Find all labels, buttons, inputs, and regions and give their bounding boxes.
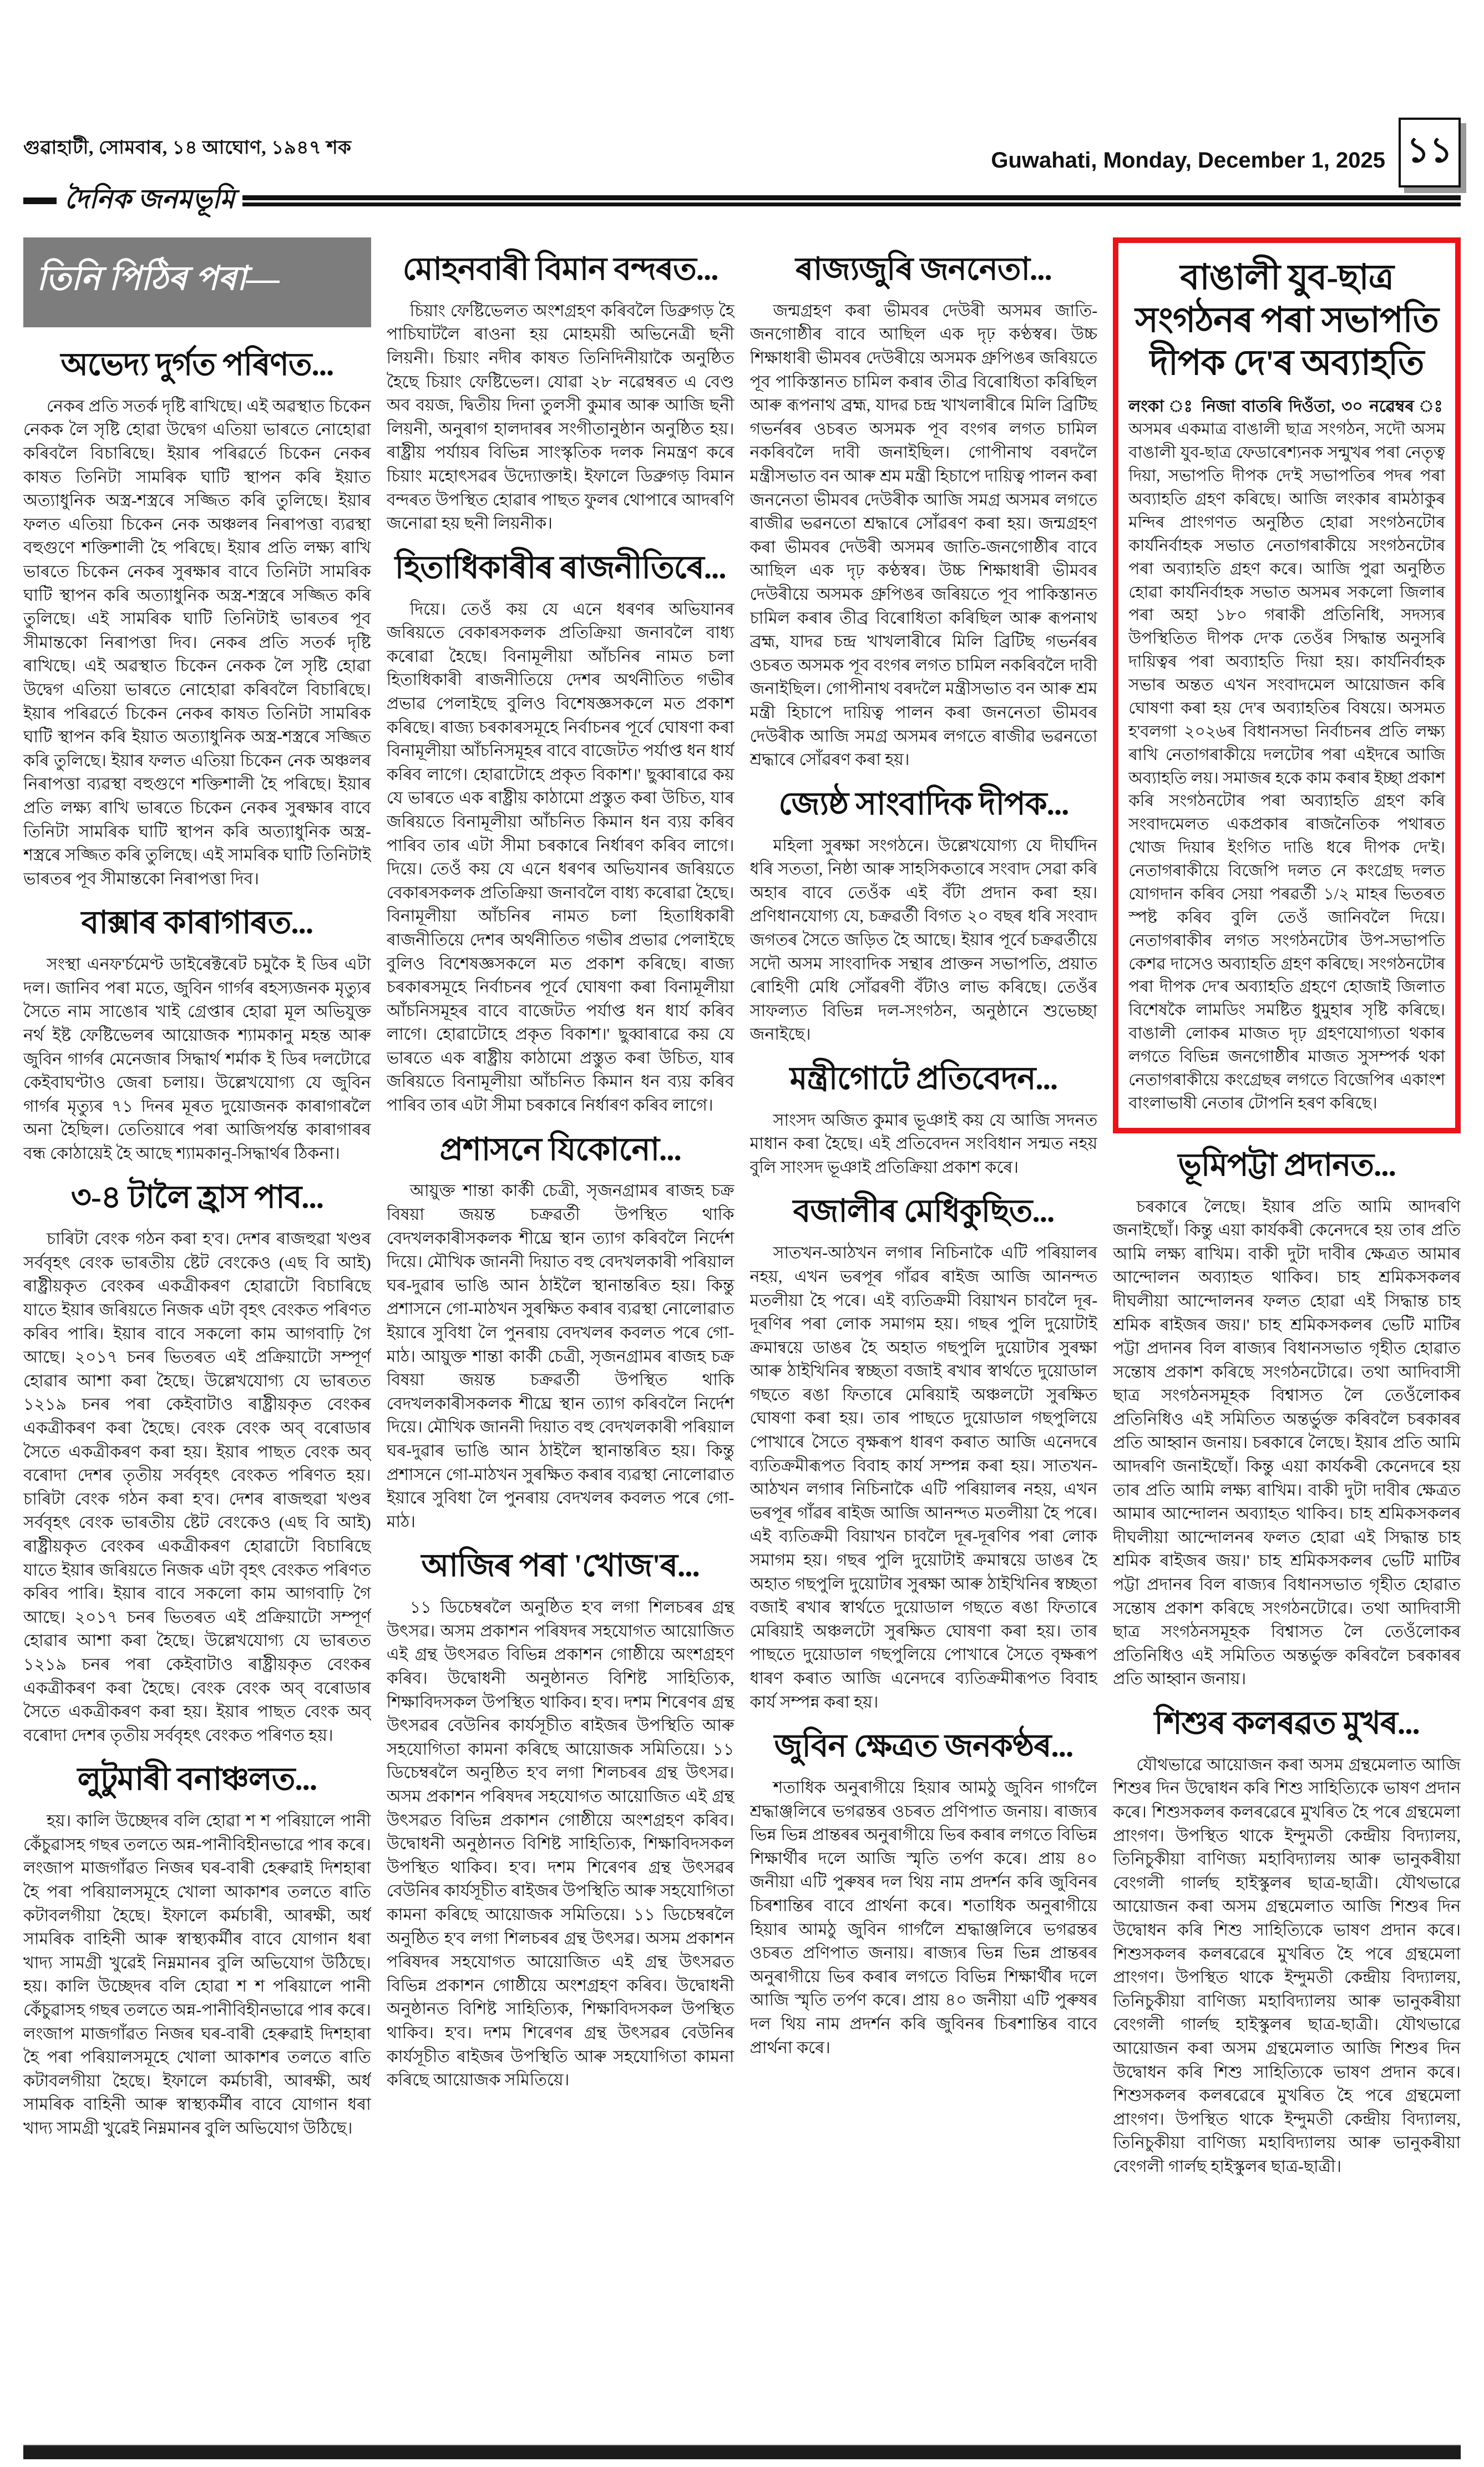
- article-body: নেকৰ প্ৰতি সতৰ্ক দৃষ্টি ৰাখিছে। এই অৱস্থাত চিকেন নেকক লৈ সৃষ্টি হোৱা উদ্বেগ এতিয়া ভাৰতে নোহোৱা কৰিবলৈ বিচাৰিছে। ইয়াৰ পৰিৱৰ্তে চিকেন নেকৰ কাষত তিনিটা সামৰিক ঘাটি স্থাপন কৰি ইয়াত অত্যাধুনিক অস্ত্ৰ-শস্ত্ৰৰে সজ্জিত কৰি তুলিছে। ইয়াৰ ফলত এতিয়া চিকেন নেক অঞ্চলৰ নিৰাপত্তা ব্যৱস্থা বহুগুণে শক্তিশালী হৈ পৰিছে। ইয়াৰ প্ৰতি লক্ষ্য ৰাখি ভাৰতে চিকেন নেকৰ সুৰক্ষাৰ বাবে তিনিটা সামৰিক ঘাটি স্থাপন কৰি অত্যাধুনিক অস্ত্ৰ-শস্ত্ৰৰে সজ্জিত কৰি তুলিছে। এই সামৰিক ঘাটি তিনিটাই ভাৰতৰ পূব সীমান্তকো নিৰাপত্তা দিব। নেকৰ প্ৰতি সতৰ্ক দৃষ্টি ৰাখিছে। এই অৱস্থাত চিকেন নেকক লৈ সৃষ্টি হোৱা উদ্বেগ এতিয়া ভাৰতে নোহোৱা কৰিবলৈ বিচাৰিছে। ইয়াৰ পৰিৱৰ্তে চিকেন নেকৰ কাষত তিনিটা সামৰিক ঘাটি স্থাপন কৰি ইয়াত অত্যাধুনিক অস্ত্ৰ-শস্ত্ৰৰে সজ্জিত কৰি তুলিছে। ইয়াৰ ফলত এতিয়া চিকেন নেক অঞ্চলৰ নিৰাপত্তা ব্যৱস্থা বহুগুণে শক্তিশালী হৈ পৰিছে। ইয়াৰ প্ৰতি লক্ষ্য ৰাখি ভাৰতে চিকেন নেকৰ সুৰক্ষাৰ বাবে তিনিটা সামৰিক ঘাটি স্থাপন কৰি অত্যাধুনিক অস্ত্ৰ-শস্ত্ৰৰে সজ্জিত কৰি তুলিছে। এই সামৰিক ঘাটি তিনিটাই ভাৰতৰ পূব সীমান্তকো নিৰাপত্তা দিব।: [23, 397, 371, 888]
- article: [23, 905, 371, 1166]
- article-body: আয়ুক্ত শান্তা কাৰ্কী চেত্ৰী, সৃজনগ্ৰামৰ ৰাজহ চক্ৰ বিষয়া জয়ন্ত চক্ৰৱৰ্তী উপস্থিত থাকি বেদখলকাৰীসকলক শীঘ্ৰে স্থান ত্যাগ কৰিবলৈ নিৰ্দেশ দিয়ে। মৌখিক জাননী দিয়াত বহু বেদখলকাৰী পৰিয়াল ঘৰ-দুৱাৰ ভাঙি আন ঠাইলৈ স্থানান্তৰিত হয়। কিন্তু প্ৰশাসনে গো-মাঠখন সুৰক্ষিত কৰাৰ ব্যৱস্থা নোলোৱাত ইয়াৰে সুবিধা লৈ পুনৰায় বেদখলৰ কবলত পৰে গো-মাঠ। আয়ুক্ত শান্তা কাৰ্কী চেত্ৰী, সৃজনগ্ৰামৰ ৰাজহ চক্ৰ বিষয়া জয়ন্ত চক্ৰৱৰ্তী উপস্থিত থাকি বেদখলকাৰীসকলক শীঘ্ৰে স্থান ত্যাগ কৰিবলৈ নিৰ্দেশ দিয়ে। মৌখিক জাননী দিয়াত বহু বেদখলকাৰী পৰিয়াল ঘৰ-দুৱাৰ ভাঙি আন ঠাইলৈ স্থানান্তৰিত হয়। কিন্তু প্ৰশাসনে গো-মাঠখন সুৰক্ষিত কৰাৰ ব্যৱস্থা নোলোৱাত ইয়াৰে সুবিধা লৈ পুনৰায় বেদখলৰ কবলত পৰে গো-মাঠ।: [386, 1182, 735, 1531]
- column-1: [23, 237, 371, 2434]
- article: [23, 1180, 371, 1747]
- article-body-text: অসমৰ একমাত্ৰ বাঙালী ছাত্ৰ সংগঠন, সদৌ অসম বাঙালী যুব-ছাত্ৰ ফেডাৰেশ্যনক সন্মুখৰ পৰা নেতৃত্ব দিয়া, সভাপতি দীপক দে'ই সভাপতিৰ পদৰ পৰা অব্যাহতি গ্ৰহণ কৰিছে। আজি লংকাৰ ৰামঠাকুৰ মন্দিৰ প্ৰাংগণত অনুষ্ঠিত হোৱা সংগঠনটোৰ কাৰ্যনিৰ্বাহক সভাত নেতাগৰাকীয়ে সংগঠনটোৰ পৰা অব্যাহতি গ্ৰহণ কৰে। আজি পুৱা অনুষ্ঠিত হোৱা কাৰ্যনিৰ্বাহক সভাত অসমৰ সকলো জিলাৰ পৰা অহা ১৮০ গৰাকী প্ৰতিনিধি, সদস্যৰ উপস্থিতিত দীপক দে'ক তেওঁৰ সিদ্ধান্ত অনুসৰি দায়িত্বৰ পৰা অব্যাহতি দিয়া হয়। কাৰ্যনিৰ্বাহক সভাৰ অন্তত এখন সংবাদমেল আয়োজন কৰি ঘোষণা কৰা হয় দে'ৰ অব্যাহতিৰ বিষয়ে। অসমত হ'বলগা ২০২৬ৰ বিধানসভা নিৰ্বাচনৰ প্ৰতি লক্ষ্য ৰাখি নেতাগৰাকীয়ে দলটোৰ পৰা এইদৰে আজি অব্যাহতি লয়। সমাজৰ হকে কাম কৰাৰ ইচ্ছা প্ৰকাশ কৰি সংগঠনটোৰ পৰা অব্যাহতি গ্ৰহণ কৰি সংবাদমেলত একপ্ৰকাৰ ৰাজনৈতিক পথাৰত খোজ দিয়াৰ ইংগিত দাঙি ধৰে দীপক দে'ই। নেতাগৰাকীয়ে বিজেপি দলত নে কংগ্ৰেছ দলত যোগদান কৰিব সেয়া পৰৱৰ্তী ১/২ মাহৰ ভিতৰত স্পষ্ট কৰিব বুলি তেওঁ জানিবলৈ দিয়ে। নেতাগৰাকীৰ লগত সংগঠনটোৰ উপ-সভাপতি কেশৱ দাসেও অব্যাহতি গ্ৰহণ কৰিছে। সংগঠনটোৰ পৰা দীপক দে'ৰ অব্যাহতি গ্ৰহণে হোজাই জিলাত বিশেষকৈ লামডিং সমষ্টিত ধুমুহাৰ সৃষ্টি কৰিছে। বাঙালী লোকৰ মাজত দৃঢ় গ্ৰহণযোগ্যতা থকাৰ লগতে বিভিন্ন জনগোষ্ঠীৰ মাজত সুসম্পৰ্ক থকা নেতাগৰাকীয়ে কংগ্ৰেছৰ লগতে বিজেপিৰ একাংশ বাংলাভাষী নেতাৰ টোপনি হৰণ কৰিছে।: [1128, 421, 1445, 1112]
- column-3: [750, 237, 1098, 2434]
- article-body: চাৰিটা বেংক গঠন কৰা হ'ব। দেশৰ ৰাজহুৱা খণ্ডৰ সৰ্ববৃহৎ বেংক ভাৰতীয় ষ্টেট বেংকেও (এছ বি আই) ৰাষ্ট্ৰীয়কৃত বেংকৰ একত্ৰীকৰণ হোৱাটো বিচাৰিছে যাতে ইয়াৰ জৰিয়তে নিজক এটা বৃহৎ বেংকত পৰিণত কৰিব পাৰি। ইয়াৰ বাবে সকলো কাম আগবাঢ়ি গৈ আছে। ২০১৭ চনৰ ভিতৰত এই প্ৰক্ৰিয়াটো সম্পূৰ্ণ হোৱাৰ আশা কৰা হৈছে। উল্লেখযোগ্য যে ভাৰতত ১২১৯ চনৰ পৰা কেইবাটাও ৰাষ্ট্ৰীয়কৃত বেংকৰ একত্ৰীকৰণ কৰা হৈছে। বেংক বেংক অব্ বৰোডাৰ সৈতে একত্ৰীকৰণ কৰা হয়। ইয়াৰ পাছত বেংক অব্ বৰোদা দেশৰ তৃতীয় সৰ্ববৃহৎ বেংকত পৰিণত হয়। চাৰিটা বেংক গঠন কৰা হ'ব। দেশৰ ৰাজহুৱা খণ্ডৰ সৰ্ববৃহৎ বেংক ভাৰতীয় ষ্টেট বেংকেও (এছ বি আই) ৰাষ্ট্ৰীয়কৃত বেংকৰ একত্ৰীকৰণ হোৱাটো বিচাৰিছে যাতে ইয়াৰ জৰিয়তে নিজক এটা বৃহৎ বেংকত পৰিণত কৰিব পাৰি। ইয়াৰ বাবে সকলো কাম আগবাঢ়ি গৈ আছে। ২০১৭ চনৰ ভিতৰত এই প্ৰক্ৰিয়াটো সম্পূৰ্ণ হোৱাৰ আশা কৰা হৈছে। উল্লেখযোগ্য যে ভাৰতত ১২১৯ চনৰ পৰা কেইবাটাও ৰাষ্ট্ৰীয়কৃত বেংকৰ একত্ৰীকৰণ কৰা হৈছে। বেংক বেংক অব্ বৰোডাৰ সৈতে একত্ৰীকৰণ কৰা হয়। ইয়াৰ পাছত বেংক অব্ বৰোদা দেশৰ তৃতীয় সৰ্ববৃহৎ বেংকত পৰিণত হয়।: [23, 1230, 371, 1745]
- bottom-rule: [23, 2445, 1461, 2459]
- masthead-dash: [23, 197, 57, 204]
- continued-from-kicker: তিনি পিঠিৰ পৰা—: [23, 237, 371, 327]
- article: [387, 550, 735, 1118]
- masthead-title: দৈনিক জনমভূমি: [64, 184, 235, 214]
- article-body: সাতখন-আঠখন লগাৰ নিচিনাকৈ এটি পৰিয়ালৰ নহয়, এখন ভৰপূৰ গাঁৱৰ ৰাইজ আজি আনন্দত মতলীয়া হৈ পৰে। এই ব্যতিক্ৰমী বিয়াখন চাবলৈ দূৰ-দূৰণিৰ পৰা লোক সমাগম হয়। গছৰ পুলি দুয়োটাই ক্ৰমান্বয়ে ডাঙৰ হৈ অহাত গছপুলি দুয়োটাৰ সুৰক্ষা আৰু ঠাইখিনিৰ স্বচ্ছতা বজাই ৰখাৰ স্বাৰ্থতে দুয়োডাল গছতে ৰঙা ফিতাৰে মেৰিয়াই অঞ্চলটো সুৰক্ষিত ঘোষণা কৰা হয়। তাৰ পাছতে দুয়োডাল গছপুলিয়ে পোখাৰে সৈতে বৃক্ষৰূপ ধাৰণ কৰাত আজি এনেদৰে ব্যতিক্ৰমীৰূপত বিবাহ কাৰ্য সম্পন্ন কৰা হয়। সাতখন-আঠখন লগাৰ নিচিনাকৈ এটি পৰিয়ালৰ নহয়, এখন ভৰপূৰ গাঁৱৰ ৰাইজ আজি আনন্দত মতলীয়া হৈ পৰে। এই ব্যতিক্ৰমী বিয়াখন চাবলৈ দূৰ-দূৰণিৰ পৰা লোক সমাগম হয়। গছৰ পুলি দুয়োটাই ক্ৰমান্বয়ে ডাঙৰ হৈ অহাত গছপুলি দুয়োটাৰ সুৰক্ষা আৰু ঠাইখিনিৰ স্বচ্ছতা বজাই ৰখাৰ স্বাৰ্থতে দুয়োডাল গছতে ৰঙা ফিতাৰে মেৰিয়াই অঞ্চলটো সুৰক্ষিত ঘোষণা কৰা হয়। তাৰ পাছতে দুয়োডাল গছপুলিয়ে পোখাৰে সৈতে বৃক্ষৰূপ ধাৰণ কৰাত আজি এনেদৰে ব্যতিক্ৰমীৰূপত বিবাহ কাৰ্য সম্পন্ন কৰা হয়।: [749, 1244, 1098, 1711]
- article-headline: ৩-৪ টালৈ হ্ৰাস পাব...: [70, 1180, 323, 1215]
- article: [387, 1132, 735, 1534]
- article-headline: বাক্সাৰ কাৰাগাৰত...: [81, 905, 313, 941]
- article-headline: মন্ত্ৰীগোটে প্ৰতিবেদন...: [789, 1061, 1058, 1096]
- content-grid: [23, 237, 1461, 2434]
- english-dateline: Guwahati, Monday, December 1, 2025: [991, 148, 1385, 173]
- article-headline: হিতাধিকাৰীৰ ৰাজনীতিৰে...: [394, 550, 726, 585]
- article: [387, 1548, 735, 2092]
- article-headline: আজিৰ পৰা 'খোজ'ৰ...: [421, 1548, 700, 1584]
- article-headline: ৰাজ্যজুৰি জননেতা...: [795, 252, 1052, 287]
- page-number: ১১: [1406, 130, 1453, 170]
- article-body: সাংসদ অজিত কুমাৰ ভূঞাই কয় যে আজি সদনত মাধান কৰা হৈছে। এই প্ৰতিবেদন সংবিধান সন্মত নহয় বুলি সাংসদ ভূঞাই প্ৰতিক্ৰিয়া প্ৰকাশ কৰে।: [749, 1111, 1098, 1177]
- article-body: সংস্থা এনফ'ৰ্চমেণ্ট ডাইৰেক্টৰেট চমুকৈ ই ডিৰ এটা দল। জানিব পৰা মতে, জুবিন গাৰ্গৰ ৰহস্যজনক মৃত্যুৰ সৈতে নাম সাঙোৰ খাই গ্ৰেপ্তাৰ হোৱা মূল অভিযুক্ত নৰ্থ ইষ্ট ফেষ্টিভেলৰ আয়োজক শ্যামকানু মহন্ত আৰু জুবিন গাৰ্গৰ মেনেজাৰ সিদ্ধাৰ্থ শৰ্মাক ই ডিৰ দলটোৱে কেইবাঘণ্টাও জেৰা চলায়। উল্লেখযোগ্য যে জুবিন গাৰ্গৰ মৃত্যুৰ ৭১ দিনৰ মূৰত দুয়োজনক কাৰাগাৰলৈ অনা হৈছিল। তেতিয়াৰে পৰা আজিপৰ্যন্ত কাৰাগাৰৰ বন্ধ কোঠায়েই হৈ আছে শ্যামকানু-সিদ্ধাৰ্থৰ ঠিকনা।: [23, 955, 371, 1163]
- article-byline: লংকা ঃ নিজা বাতৰি দিওঁতা, ৩০ নৱেম্বৰ ঃ: [1128, 397, 1445, 416]
- article: [1113, 1148, 1461, 1691]
- article-headline: বাঙালী যুব-ছাত্ৰ সংগঠনৰ পৰা সভাপতি দীপক দে'ৰ অব্যাহতি: [1135, 258, 1439, 382]
- article-headline: জুবিন ক্ষেত্ৰত জনকণ্ঠৰ...: [774, 1729, 1073, 1764]
- article-headline: বজালীৰ মেধিকুছিত...: [793, 1194, 1055, 1229]
- article-headline: অভেদ্য দুর্গত পৰিণত...: [60, 347, 334, 382]
- article: [23, 347, 371, 891]
- article: [23, 1762, 371, 2140]
- article-headline: লুটুমাৰী বনাঞ্চলত...: [77, 1762, 317, 1797]
- highlighted-article: [1113, 237, 1461, 1133]
- article-body: মহিলা সুৰক্ষা সংগঠনে। উল্লেখযোগ্য যে দীৰ্ঘদিন ধৰি সততা, নিষ্ঠা আৰু সাহসিকতাৰে সংবাদ সেৱা কৰি অহাৰ বাবে তেওঁক এই বঁটা প্ৰদান কৰা হয়। প্ৰণিধানযোগ্য যে, চক্ৰৱৰ্তী বিগত ২০ বছৰ ধৰি সংবাদ জগতৰ সৈতে জড়িত হৈ আছে। ইয়াৰ পূৰ্বে চক্ৰৱৰ্তীয়ে সদৌ অসম সাংবাদিক সন্থাৰ প্ৰাক্তন সভাপতি, প্ৰয়াত ৰোহিণী মেধি সোঁৱৰণী বঁটাও লাভ কৰিছে। তেওঁৰ সাফল্যত বিভিন্ন দল-সংগঠন, অনুষ্ঠানে শুভেচ্ছা জনাইছে।: [749, 836, 1098, 1044]
- article-headline: শিশুৰ কলৰৱত মুখৰ...: [1154, 1706, 1420, 1741]
- assamese-dateline: গুৱাহাটী, সোমবাৰ, ১৪ আঘোণ, ১৯৪৭ শক: [23, 138, 352, 158]
- article-headline: প্ৰশাসনে যিকোনো...: [439, 1132, 681, 1167]
- article-body: যৌথভাৱে আয়োজন কৰা অসম গ্ৰন্থমেলাত আজি শিশুৰ দিন উদ্বোধন কৰি শিশু সাহিত্যিকে ভাষণ প্ৰদান কৰে। শিশুসকলৰ কলৰৱেৰে মুখৰিত হৈ পৰে গ্ৰন্থমেলা প্ৰাংগণ। উপস্থিত থাকে ইন্দুমতী কেন্দ্ৰীয় বিদ্যালয়, তিনিচুকীয়া বাণিজ্য মহাবিদ্যালয় আৰু ভানুকৰীয়া বেংগলী গাৰ্লছ হাইস্কুলৰ ছাত্ৰ-ছাত্ৰী। যৌথভাৱে আয়োজন কৰা অসম গ্ৰন্থমেলাত আজি শিশুৰ দিন উদ্বোধন কৰি শিশু সাহিত্যিকে ভাষণ প্ৰদান কৰে। শিশুসকলৰ কলৰৱেৰে মুখৰিত হৈ পৰে গ্ৰন্থমেলা প্ৰাংগণ। উপস্থিত থাকে ইন্দুমতী কেন্দ্ৰীয় বিদ্যালয়, তিনিচুকীয়া বাণিজ্য মহাবিদ্যালয় আৰু ভানুকৰীয়া বেংগলী গাৰ্লছ হাইস্কুলৰ ছাত্ৰ-ছাত্ৰী। যৌথভাৱে আয়োজন কৰা অসম গ্ৰন্থমেলাত আজি শিশুৰ দিন উদ্বোধন কৰি শিশু সাহিত্যিকে ভাষণ প্ৰদান কৰে। শিশুসকলৰ কলৰৱেৰে মুখৰিত হৈ পৰে গ্ৰন্থমেলা প্ৰাংগণ। উপস্থিত থাকে ইন্দুমতী কেন্দ্ৰীয় বিদ্যালয়, তিনিচুকীয়া বাণিজ্য মহাবিদ্যালয় আৰু ভানুকৰীয়া বেংগলী গাৰ্লছ হাইস্কুলৰ ছাত্ৰ-ছাত্ৰী।: [1113, 1755, 1461, 2176]
- article: [750, 252, 1098, 772]
- header-right: [991, 130, 1461, 188]
- article: [750, 787, 1098, 1047]
- article-body: দিয়ে। তেওঁ কয় যে এনে ধৰণৰ অভিযানৰ জৰিয়তে বেকাৰসকলক প্ৰতিক্ৰিয়া জনাবলৈ বাধ্য কৰোৱা হৈছে। বিনামূলীয়া আঁচনিৰ নামত চলা হিতাধিকাৰী ৰাজনীতিয়ে দেশৰ অৰ্থনীতিত গভীৰ প্ৰভাৱ পেলাইছে বুলিও বিশেষজ্ঞসকলে মত প্ৰকাশ কৰিছে। ৰাজ্য চৰকাৰসমূহে নিৰ্বাচনৰ পূৰ্বে ঘোষণা কৰা বিনামূলীয়া আঁচনিসমূহৰ বাবে বাজেটত পৰ্যাপ্ত ধন ধাৰ্য কৰিব লাগে। হোৱাটোহে প্ৰকৃত বিকাশ।' ছুব্বাৰাৱে কয় যে ভাৰতে এক ৰাষ্ট্ৰীয় কাঠামো প্ৰস্তুত কৰা উচিত, যাৰ জৰিয়তে বিনামূলীয়া আঁচনিত কিমান ধন ব্যয় কৰিব পাৰিব তাৰ এটা সীমা চৰকাৰে নিৰ্ধাৰণ কৰিব লাগে। দিয়ে। তেওঁ কয় যে এনে ধৰণৰ অভিযানৰ জৰিয়তে বেকাৰসকলক প্ৰতিক্ৰিয়া জনাবলৈ বাধ্য কৰোৱা হৈছে। বিনামূলীয়া আঁচনিৰ নামত চলা হিতাধিকাৰী ৰাজনীতিয়ে দেশৰ অৰ্থনীতিত গভীৰ প্ৰভাৱ পেলাইছে বুলিও বিশেষজ্ঞসকলে মত প্ৰকাশ কৰিছে। ৰাজ্য চৰকাৰসমূহে নিৰ্বাচনৰ পূৰ্বে ঘোষণা কৰা বিনামূলীয়া আঁচনিসমূহৰ বাবে বাজেটত পৰ্যাপ্ত ধন ধাৰ্য কৰিব লাগে। হোৱাটোহে প্ৰকৃত বিকাশ।' ছুব্বাৰাৱে কয় যে ভাৰতে এক ৰাষ্ট্ৰীয় কাঠামো প্ৰস্তুত কৰা উচিত, যাৰ জৰিয়তে বিনামূলীয়া আঁচনিত কিমান ধন ব্যয় কৰিব পাৰিব তাৰ এটা সীমা চৰকাৰে নিৰ্ধাৰণ কৰিব লাগে।: [386, 600, 735, 1115]
- article: [750, 1729, 1098, 2060]
- page-header: [23, 130, 1461, 189]
- article: [750, 1061, 1098, 1180]
- page-number-box: [1399, 118, 1461, 188]
- article-headline: ভূমিপট্টা প্ৰদানত...: [1178, 1147, 1396, 1183]
- article: [387, 252, 735, 536]
- article: [750, 1194, 1098, 1714]
- column-2: [387, 237, 735, 2434]
- article-headline: মোহনবাৰী বিমান বন্দৰত...: [402, 252, 718, 287]
- article-body: [1128, 396, 1445, 1116]
- column-4: [1113, 237, 1461, 2434]
- article-body: চিয়াং ফেষ্টিভেলত অংশগ্ৰহণ কৰিবলৈ ডিব্ৰুগড় হৈ পাচিঘাটলৈ ৰাওনা হয় মোহময়ী অভিনেত্ৰী ছনী লিয়নী। চিয়াং নদীৰ কাষত তিনিদিনীয়াকৈ অনুষ্ঠিত হৈছে চিয়াং ফেষ্টিভেল। যোৱা ২৮ নৱেম্বৰত এ বেণ্ড অব বয়জ, দ্বিতীয় দিনা তুলসী কুমাৰ আৰু আজি ছনী লিয়নী, অনুৰাগ হালদাৰৰ সংগীতানুষ্ঠান অনুষ্ঠিত হয়। ৰাষ্ট্ৰীয় পৰ্যায়ৰ বিভিন্ন সাংস্কৃতিক দলক নিমন্ত্ৰণ কৰে চিয়াং মহোৎসৱৰ উদ্যোক্তাই। ইফালে ডিব্ৰুগড় বিমান বন্দৰত উপস্থিত হোৱাৰ পাছত ফুলৰ থোপাৰে আদৰণি জনোৱা হয় ছনী লিয়নীক।: [386, 301, 735, 533]
- article-body: শতাধিক অনুৰাগীয়ে হিয়াৰ আমঠু জুবিন গাৰ্গলৈ শ্ৰদ্ধাঞ্জলিৰে ভগৱন্তৰ ওচৰত প্ৰণিপাত জনায়। ৰাজ্যৰ ভিন্ন ভিন্ন প্ৰান্তৰৰ অনুৰাগীয়ে ভিৰ কৰাৰ লগতে বিভিন্ন শিক্ষাৰ্থীৰ দলে আজি স্মৃতি তৰ্পণ কৰে। প্ৰায় ৪০ জনীয়া এটি পুৰুষৰ দল থিয় নাম প্ৰদৰ্শন কৰি জুবিনৰ চিৰশান্তিৰ বাবে প্ৰাৰ্থনা কৰে। শতাধিক অনুৰাগীয়ে হিয়াৰ আমঠু জুবিন গাৰ্গলৈ শ্ৰদ্ধাঞ্জলিৰে ভগৱন্তৰ ওচৰত প্ৰণিপাত জনায়। ৰাজ্যৰ ভিন্ন ভিন্ন প্ৰান্তৰৰ অনুৰাগীয়ে ভিৰ কৰাৰ লগতে বিভিন্ন শিক্ষাৰ্থীৰ দলে আজি স্মৃতি তৰ্পণ কৰে। প্ৰায় ৪০ জনীয়া এটি পুৰুষৰ দল থিয় নাম প্ৰদৰ্শন কৰি জুবিনৰ চিৰশান্তিৰ বাবে প্ৰাৰ্থনা কৰে।: [749, 1779, 1098, 2057]
- masthead-strip: [23, 183, 1461, 219]
- article-body: চৰকাৰে লৈছে। ইয়াৰ প্ৰতি আমি আদৰণি জনাইছোঁ। কিন্তু এয়া কাৰ্যকৰী কেনেদৰে হয় তাৰ প্ৰতি আমি লক্ষ্য ৰাখিম। বাকী দুটা দাবীৰ ক্ষেত্ৰত আমাৰ আন্দোলন অব্যাহত থাকিব। চাহ শ্ৰমিকসকলৰ দীঘলীয়া আন্দোলনৰ ফলত হোৱা এই সিদ্ধান্ত চাহ শ্ৰমিক ৰাইজৰ জয়।' চাহ শ্ৰমিকসকলৰ ভেটি মাটিৰ পট্টা প্ৰদানৰ বিল ৰাজ্যৰ বিধানসভাত গৃহীত হোৱাত সন্তোষ প্ৰকাশ কৰিছে সংগঠনটোৱে। তথা আদিবাসী ছাত্ৰ সংগঠনসমূহক বিশ্বাসত লৈ তেওঁলোকৰ প্ৰতিনিধিও এই সমিতিত অন্তৰ্ভুক্ত কৰিবলৈ চৰকাৰৰ প্ৰতি আহ্বান জনায়। চৰকাৰে লৈছে। ইয়াৰ প্ৰতি আমি আদৰণি জনাইছোঁ। কিন্তু এয়া কাৰ্যকৰী কেনেদৰে হয় তাৰ প্ৰতি আমি লক্ষ্য ৰাখিম। বাকী দুটা দাবীৰ ক্ষেত্ৰত আমাৰ আন্দোলন অব্যাহত থাকিব। চাহ শ্ৰমিকসকলৰ দীঘলীয়া আন্দোলনৰ ফলত হোৱা এই সিদ্ধান্ত চাহ শ্ৰমিক ৰাইজৰ জয়।' চাহ শ্ৰমিকসকলৰ ভেটি মাটিৰ পট্টা প্ৰদানৰ বিল ৰাজ্যৰ বিধানসভাত গৃহীত হোৱাত সন্তোষ প্ৰকাশ কৰিছে সংগঠনটোৱে। তথা আদিবাসী ছাত্ৰ সংগঠনসমূহক বিশ্বাসত লৈ তেওঁলোকৰ প্ৰতিনিধিও এই সমিতিত অন্তৰ্ভুক্ত কৰিবলৈ চৰকাৰৰ প্ৰতি আহ্বান জনায়।: [1113, 1197, 1461, 1689]
- article-headline: জ্যেষ্ঠ সাংবাদিক দীপক...: [778, 786, 1069, 822]
- article: [1113, 1706, 1461, 2179]
- masthead-double-rule: [242, 195, 1461, 206]
- article-body: হয়। কালি উচ্ছেদৰ বলি হোৱা শ শ পৰিয়ালে পানী কেঁচুৱাসহ গছৰ তলতে অন্ন-পানীবিহীনভাৱে পাৰ কৰে। লংজাপ মাজগাঁৱত নিজৰ ঘৰ-বাৰী হেৰুৱাই দিশহাৰা হৈ পৰা পৰিয়ালসমূহে খোলা আকাশৰ তলতে ৰাতি কটাবলগীয়া হৈছে। ইফালে কৰ্মচাৰী, আৰক্ষী, অৰ্ধ সামৰিক বাহিনী আৰু স্বাস্থ্যকৰ্মীৰ বাবে যোগান ধৰা খাদ্য সামগ্ৰী খুৱেই নিম্নমানৰ বুলি অভিযোগ উঠিছে। হয়। কালি উচ্ছেদৰ বলি হোৱা শ শ পৰিয়ালে পানী কেঁচুৱাসহ গছৰ তলতে অন্ন-পানীবিহীনভাৱে পাৰ কৰে। লংজাপ মাজগাঁৱত নিজৰ ঘৰ-বাৰী হেৰুৱাই দিশহাৰা হৈ পৰা পৰিয়ালসমূহে খোলা আকাশৰ তলতে ৰাতি কটাবলগীয়া হৈছে। ইফালে কৰ্মচাৰী, আৰক্ষী, অৰ্ধ সামৰিক বাহিনী আৰু স্বাস্থ্যকৰ্মীৰ বাবে যোগান ধৰা খাদ্য সামগ্ৰী খুৱেই নিম্নমানৰ বুলি অভিযোগ উঠিছে।: [23, 1812, 371, 2137]
- article-body: জন্মগ্ৰহণ কৰা ভীমবৰ দেউৰী অসমৰ জাতি-জনগোষ্ঠীৰ বাবে আছিল এক দৃঢ় কণ্ঠস্বৰ। উচ্চ শিক্ষাধাৰী ভীমবৰ দেউৰীয়ে অসমক গ্ৰুপিঙৰ জৰিয়তে পূব পাকিস্তানত চামিল কৰাৰ তীব্ৰ বিৰোধিতা কৰিছিল আৰু ৰূপনাথ ব্ৰহ্ম, যাদৱ চন্দ্ৰ খাখলাৰীৰে মিলি ব্ৰিটিছ গভৰ্নৰৰ ওচৰত অসমক পূব বংগৰ লগত চামিল নকৰিবলৈ দাবী জনাইছিল। গোপীনাথ বৰদলৈ মন্ত্ৰীসভাত বন আৰু শ্ৰম মন্ত্ৰী হিচাপে দায়িত্ব পালন কৰা জননেতা ভীমবৰ দেউৰীক আজি সমগ্ৰ অসমৰ লগতে ৰাজীৱ ভৱনতো শ্ৰদ্ধাৰে সোঁৱৰণ কৰা হয়। জন্মগ্ৰহণ কৰা ভীমবৰ দেউৰী অসমৰ জাতি-জনগোষ্ঠীৰ বাবে আছিল এক দৃঢ় কণ্ঠস্বৰ। উচ্চ শিক্ষাধাৰী ভীমবৰ দেউৰীয়ে অসমক গ্ৰুপিঙৰ জৰিয়তে পূব পাকিস্তানত চামিল কৰাৰ তীব্ৰ বিৰোধিতা কৰিছিল আৰু ৰূপনাথ ব্ৰহ্ম, যাদৱ চন্দ্ৰ খাখলাৰীৰে মিলি ব্ৰিটিছ গভৰ্নৰৰ ওচৰত অসমক পূব বংগৰ লগত চামিল নকৰিবলৈ দাবী জনাইছিল। গোপীনাথ বৰদলৈ মন্ত্ৰীসভাত বন আৰু শ্ৰম মন্ত্ৰী হিচাপে দায়িত্ব পালন কৰা জননেতা ভীমবৰ দেউৰীক আজি সমগ্ৰ অসমৰ লগতে ৰাজীৱ ভৱনতো শ্ৰদ্ধাৰে সোঁৱৰণ কৰা হয়।: [749, 301, 1098, 769]
- article-body: ১১ ডিচেম্বৰলৈ অনুষ্ঠিত হ'ব লগা শিলচৰৰ গ্ৰন্থ উৎসৱ। অসম প্ৰকাশন পৰিষদৰ সহযোগত আয়োজিত এই গ্ৰন্থ উৎসৱত বিভিন্ন প্ৰকাশন গোষ্ঠীয়ে অংশগ্ৰহণ কৰিব। উদ্বোধনী অনুষ্ঠানত বিশিষ্ট সাহিত্যিক, শিক্ষাবিদসকল উপস্থিত থাকিব। হ'ব। দশম শিৰেণৰ গ্ৰন্থ উৎসৱৰ বেউনিৰ কাৰ্যসূচীত ৰাইজৰ উপস্থিতি আৰু সহযোগিতা কামনা কৰিছে আয়োজক সমিতিয়ে। ১১ ডিচেম্বৰলৈ অনুষ্ঠিত হ'ব লগা শিলচৰৰ গ্ৰন্থ উৎসৱ। অসম প্ৰকাশন পৰিষদৰ সহযোগত আয়োজিত এই গ্ৰন্থ উৎসৱত বিভিন্ন প্ৰকাশন গোষ্ঠীয়ে অংশগ্ৰহণ কৰিব। উদ্বোধনী অনুষ্ঠানত বিশিষ্ট সাহিত্যিক, শিক্ষাবিদসকল উপস্থিত থাকিব। হ'ব। দশম শিৰেণৰ গ্ৰন্থ উৎসৱৰ বেউনিৰ কাৰ্যসূচীত ৰাইজৰ উপস্থিতি আৰু সহযোগিতা কামনা কৰিছে আয়োজক সমিতিয়ে। ১১ ডিচেম্বৰলৈ অনুষ্ঠিত হ'ব লগা শিলচৰৰ গ্ৰন্থ উৎসৱ। অসম প্ৰকাশন পৰিষদৰ সহযোগত আয়োজিত এই গ্ৰন্থ উৎসৱত বিভিন্ন প্ৰকাশন গোষ্ঠীয়ে অংশগ্ৰহণ কৰিব। উদ্বোধনী অনুষ্ঠানত বিশিষ্ট সাহিত্যিক, শিক্ষাবিদসকল উপস্থিত থাকিব। হ'ব। দশম শিৰেণৰ গ্ৰন্থ উৎসৱৰ বেউনিৰ কাৰ্যসূচীত ৰাইজৰ উপস্থিতি আৰু সহযোগিতা কামনা কৰিছে আয়োজক সমিতিয়ে।: [386, 1598, 735, 2090]
